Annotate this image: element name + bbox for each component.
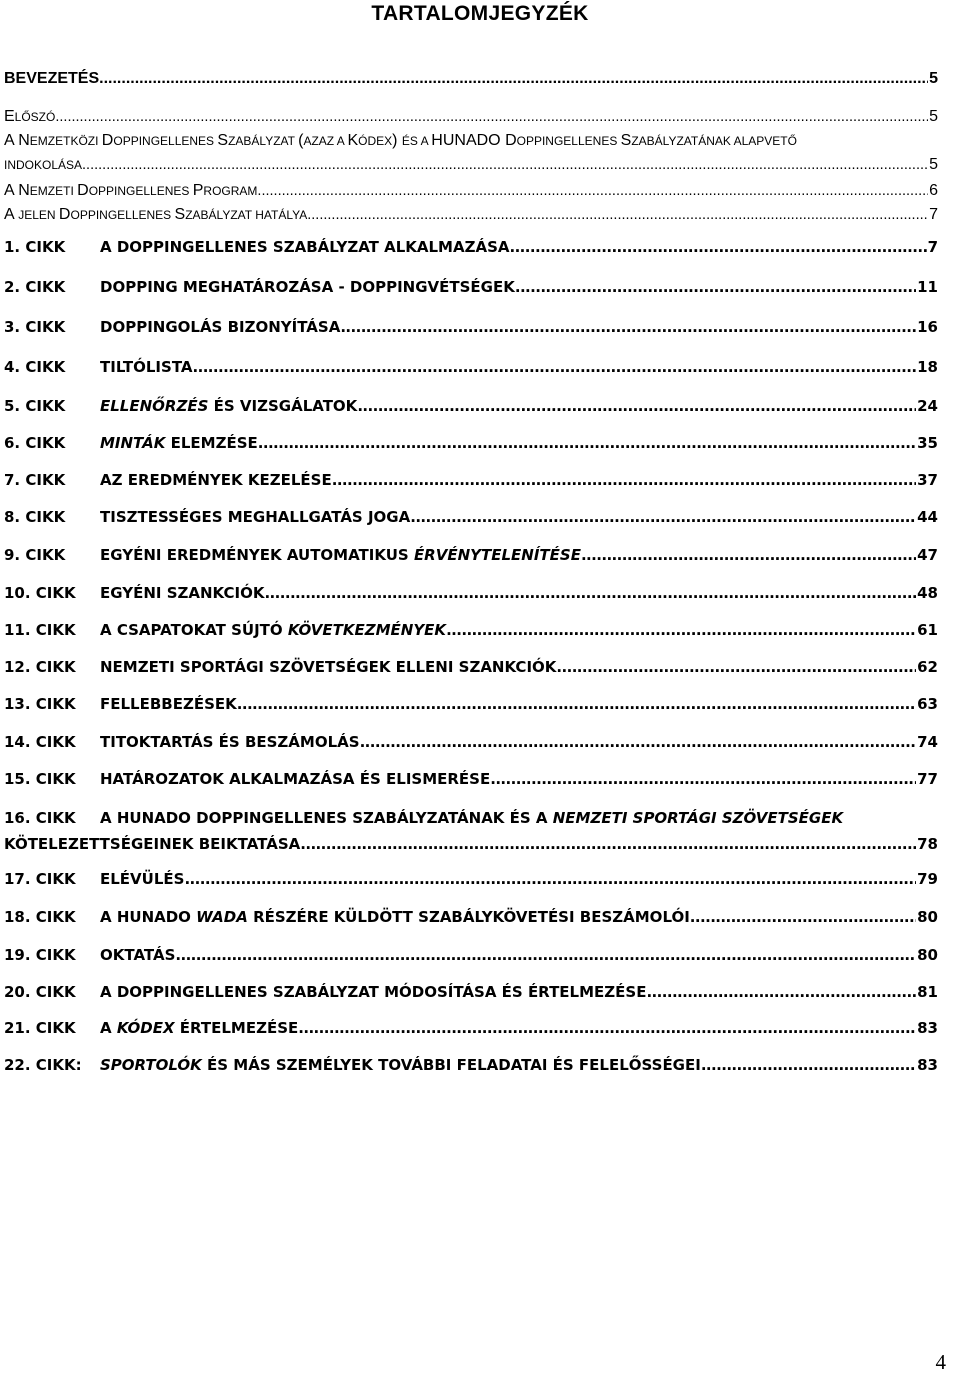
toc-page-number: 11 <box>917 278 938 296</box>
toc-page-number: 16 <box>917 318 938 336</box>
toc-page-number: 37 <box>917 471 938 489</box>
article-number: 6. CIKK <box>4 434 66 452</box>
toc-entry-article[interactable] <box>0 397 960 421</box>
toc-page-number: 80 <box>917 908 938 926</box>
article-number: 19. CIKK <box>4 946 76 964</box>
article-title: FELLEBBEZÉSEK <box>100 695 237 713</box>
toc-page-number: 48 <box>917 584 938 602</box>
toc-entry-article[interactable] <box>0 546 960 570</box>
dot-leader <box>509 238 926 256</box>
article-number: 12. CIKK <box>4 658 76 676</box>
article-title: MINTÁK ELEMZÉSE <box>100 434 258 452</box>
article-number: 17. CIKK <box>4 870 76 888</box>
toc-page-number: 5 <box>929 70 938 87</box>
toc-entry-article[interactable] <box>0 733 960 757</box>
dot-leader <box>55 109 928 125</box>
article-title: A HUNADO WADA RÉSZÉRE KÜLDÖTT SZABÁLYKÖVETÉSI BESZÁMOLÓI <box>100 908 690 926</box>
article-number: 11. CIKK <box>4 621 76 639</box>
article-number: 14. CIKK <box>4 733 76 751</box>
toc-page-number: 78 <box>917 835 938 853</box>
article-title: A HUNADO DOPPINGELLENES SZABÁLYZATÁNAK ÉS A NEMZETI SPORTÁGI SZÖVETSÉGEK <box>100 809 844 827</box>
dot-leader <box>99 70 928 88</box>
toc-page-number: 81 <box>917 983 938 1001</box>
toc-entry-article[interactable] <box>0 1019 960 1043</box>
dot-leader <box>264 584 916 602</box>
dot-leader <box>175 946 916 964</box>
toc-entry-article[interactable] <box>0 621 960 645</box>
toc-entry-article[interactable] <box>0 983 960 1007</box>
article-title: TILTÓLISTA <box>100 358 193 376</box>
dot-leader <box>446 621 916 639</box>
dot-leader <box>82 157 928 173</box>
toc-page-number: 62 <box>917 658 938 676</box>
dot-leader <box>357 397 916 415</box>
toc-entry-label: A N EMZETI D OPPINGELLENES P ROGRAM <box>4 182 258 199</box>
dot-leader <box>237 695 916 713</box>
toc-entry-label-continued: INDOKOLÁSA <box>4 158 83 172</box>
toc-entry-article[interactable] <box>0 695 960 719</box>
toc-page-number: 63 <box>917 695 938 713</box>
dot-leader <box>515 278 916 296</box>
dot-leader <box>646 983 916 1001</box>
dot-leader <box>410 508 916 526</box>
article-title: DOPPING MEGHATÁROZÁSA - DOPPINGVÉTSÉGEK <box>100 278 515 296</box>
article-number: 2. CIKK <box>4 278 66 296</box>
dot-leader <box>258 434 916 452</box>
toc-page-number: 7 <box>929 206 938 223</box>
article-title-continued: KÖTELEZETTSÉGEINEK BEIKTATÁSA <box>4 835 301 853</box>
dot-leader <box>257 183 928 199</box>
article-title: NEMZETI SPORTÁGI SZÖVETSÉGEK ELLENI SZANKCIÓK <box>100 658 557 676</box>
toc-page-number: 5 <box>929 156 938 173</box>
article-number: 21. CIKK <box>4 1019 76 1037</box>
toc-page-number: 61 <box>917 621 938 639</box>
toc-entry-kodex[interactable] <box>0 132 960 180</box>
article-title: TITOKTARTÁS ÉS BESZÁMOLÁS <box>100 733 360 751</box>
article-title: TISZTESSÉGES MEGHALLGATÁS JOGA <box>100 508 411 526</box>
page-number: 4 <box>935 1350 946 1374</box>
toc-page-number: 47 <box>917 546 938 564</box>
dot-leader <box>184 870 916 888</box>
toc-entry-article[interactable] <box>0 770 960 794</box>
dot-leader <box>300 835 916 853</box>
article-number: 3. CIKK <box>4 318 66 336</box>
article-title: ELÉVÜLÉS <box>100 870 185 888</box>
toc-page-number: 83 <box>917 1056 938 1074</box>
article-title: EGYÉNI SZANKCIÓK <box>100 584 265 602</box>
toc-entry-label: E LŐSZÓ <box>4 108 56 125</box>
article-number: 18. CIKK <box>4 908 76 926</box>
article-title: DOPPINGOLÁS BIZONYÍTÁSA <box>100 318 341 336</box>
toc-page-number: 7 <box>927 238 938 256</box>
dot-leader <box>340 318 916 336</box>
toc-entry-article[interactable] <box>0 946 960 970</box>
toc-entry-article[interactable] <box>0 318 960 342</box>
dot-leader <box>690 908 916 926</box>
toc-entry-label: A N EMZETKÖZI D OPPINGELLENES S ZABÁLYZAT ( AZAZ A K ÓDEX ) ÉS A HUNADO D OPPINGELLENES S ZABÁLYZATÁNAK ALAPVETŐ <box>4 132 797 149</box>
toc-entry-article[interactable] <box>0 278 960 302</box>
toc-page-number: 74 <box>917 733 938 751</box>
article-title: OKTATÁS <box>100 946 176 964</box>
article-number: 9. CIKK <box>4 546 66 564</box>
toc-entry-article[interactable] <box>0 471 960 495</box>
article-number: 4. CIKK <box>4 358 66 376</box>
article-title: AZ EREDMÉNYEK KEZELÉSE <box>100 471 332 489</box>
article-number: 16. CIKK <box>4 809 76 827</box>
toc-entry-article[interactable] <box>0 658 960 682</box>
article-title: ELLENŐRZÉS ÉS VIZSGÁLATOK <box>100 397 358 415</box>
toc-entry-eloszo[interactable] <box>0 108 960 132</box>
article-title: SPORTOLÓK ÉS MÁS SZEMÉLYEK TOVÁBBI FELADATAI ÉS FELELŐSSÉGEI <box>100 1056 701 1074</box>
toc-entry-article[interactable] <box>0 870 960 894</box>
article-title: A DOPPINGELLENES SZABÁLYZAT ALKALMAZÁSA <box>100 238 510 256</box>
page-title: TARTALOMJEGYZÉK <box>371 2 589 25</box>
article-title: A KÓDEX ÉRTELMEZÉSE <box>100 1019 299 1037</box>
toc-entry-article[interactable] <box>0 1056 960 1080</box>
toc-page-number: 44 <box>917 508 938 526</box>
toc-page-number: 18 <box>917 358 938 376</box>
toc-entry-article[interactable] <box>0 908 960 932</box>
toc-entry-article[interactable] <box>0 358 960 382</box>
article-number: 13. CIKK <box>4 695 76 713</box>
dot-leader <box>490 770 916 788</box>
toc-entry-article[interactable] <box>0 238 960 262</box>
article-number: 5. CIKK <box>4 397 66 415</box>
toc-page-number: 80 <box>917 946 938 964</box>
dot-leader <box>581 546 916 564</box>
article-number: 7. CIKK <box>4 471 66 489</box>
toc-entry-article[interactable] <box>0 809 960 859</box>
article-title: A CSAPATOKAT SÚJTÓ KÖVETKEZMÉNYEK <box>100 621 447 639</box>
dot-leader <box>307 207 928 223</box>
toc-entry-label: BEVEZETÉS <box>4 70 100 87</box>
toc-entry-article[interactable] <box>0 508 960 532</box>
toc-entry-article[interactable] <box>0 434 960 458</box>
toc-page-number: 35 <box>917 434 938 452</box>
toc-page-number: 83 <box>917 1019 938 1037</box>
dot-leader <box>701 1056 916 1074</box>
dot-leader <box>193 358 917 376</box>
toc-page-number: 24 <box>917 397 938 415</box>
dot-leader <box>332 471 916 489</box>
toc-page-number: 77 <box>917 770 938 788</box>
article-number: 8. CIKK <box>4 508 66 526</box>
article-number: 20. CIKK <box>4 983 76 1001</box>
toc-page-number: 5 <box>929 108 938 125</box>
toc-page-number: 6 <box>929 182 938 199</box>
toc-page-number: 79 <box>917 870 938 888</box>
toc-entry-bevezetes[interactable] <box>0 70 960 94</box>
article-number: 1. CIKK <box>4 238 66 256</box>
article-title: A DOPPINGELLENES SZABÁLYZAT MÓDOSÍTÁSA ÉS ÉRTELMEZÉSE <box>100 983 647 1001</box>
toc-entry-article[interactable] <box>0 584 960 608</box>
toc-entry-label: A JELEN D OPPINGELLENES S ZABÁLYZAT HATÁLYA <box>4 206 308 223</box>
dot-leader <box>298 1019 916 1037</box>
article-number: 10. CIKK <box>4 584 76 602</box>
article-number: 22. CIKK: <box>4 1056 82 1074</box>
dot-leader <box>556 658 916 676</box>
toc-entry-nemzeti-program[interactable] <box>0 182 960 206</box>
article-title: EGYÉNI EREDMÉNYEK AUTOMATIKUS ÉRVÉNYTELENÍTÉSE <box>100 546 581 564</box>
toc-entry-jelen-szabalyzat[interactable] <box>0 206 960 230</box>
article-title: HATÁROZATOK ALKALMAZÁSA ÉS ELISMERÉSE <box>100 770 491 788</box>
article-number: 15. CIKK <box>4 770 76 788</box>
dot-leader <box>360 733 917 751</box>
